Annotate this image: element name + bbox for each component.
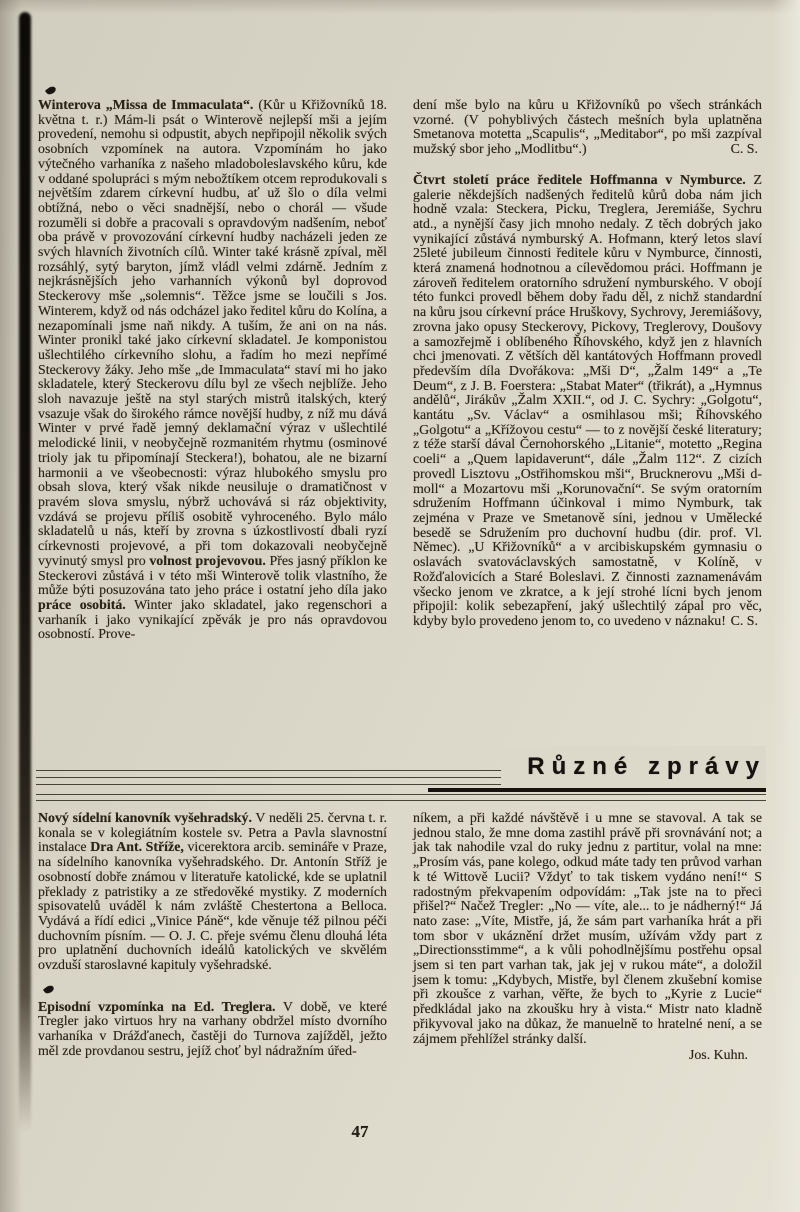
divider-staff-line — [36, 800, 766, 801]
article-tregler-continuation-body: níkem, a při každé návštěvě i u mne se stavoval. A tak se jednou stalo, že mne doma zastihl právě při srovnávání not; a jak tak nahodile vzal do ruky jednu z partitur, volal na mne: „Prosím vás, pane kolego, odkud máte tady ten průvod varhan k té Wittově Lucii? Vždyť to tak tiskem vydáno není!“ S radostným překvapením odpovídám: „Tak jste na to přeci přišel?“ Načež Tregler: „No — víte, ale... to je nádherný!“ Já nato zase: „Víte, Mistře, já, že sám part varhaníka hrát a při tom sbor v ukáznění držet musím, užívám vždy part z „Directionsstimme“, a k vůli pohodlnějšímu postřehu opsal jsem si ten part varhan tak, jak jej v rukou máte“, a doložil jsem k tomu: „Kdybych, Mistře, byl členem zkušební komise při zkoušce z varhan, věřte, že bych to „Kyrie z Lucie“ předkládal jako na zkoušku hry à vista.“ Mistr nato kladně přikyvoval jako na důkaz, že manuelně to hratelné není, a se zájmem přehlížel stránky další. — [413, 811, 762, 1047]
top-section — [38, 99, 762, 643]
section-heading-box — [501, 746, 766, 788]
top-right-column — [413, 99, 762, 643]
bottom-section — [38, 812, 762, 1063]
section-divider — [36, 746, 766, 806]
section-heading: Různé zprávy — [527, 753, 766, 780]
article-winter-lead: Winterova „Missa de Immaculata“. — [38, 98, 254, 113]
top-left-column — [38, 99, 387, 643]
article-hoffmann-body: Z galerie někdejších nadšených ředitelů kůrů doba nám jich hodně vzala: Steckera, Picku, Treglera, Jeremiáše, Sychru atd., a nynější časy jich mnoho nedaly. Z těch dobrých jako vynikající zůstává nymburský A. Hofmann, který letos slaví 25leté jubileum činnosti ředitele kůru v Nymburce, činnosti, která znamená hodnotnou a cílevědomou práci. Hoffmann je zároveň ředitelem oratorního sdružení nymburského. V obojí této funkci provedl během doby řadu děl, z nichž standardní na kůru jsou církevní práce Hruškovy, Sychrovy, Jeremiášovy, zrovna jako opusy Steckerovy, Pickovy, Treglerovy, Doušovy a samozřejmě i oblíbeného Říhovského, když jen z hlavních chci jmenovati. Z větších děl kantátových Hoffmann provedl především díla Dvořákova: „Mši D“, „Žalm 149“ a „Te Deum“, z J. B. Foerstera: „Stabat Mater“ (třikrát), a „Hymnus andělů“, Jirákův „Žalm XXII.“, od J. C. Sychry: „Golgotu“, kantátu „Sv. Václav“ a osmihlasou mši; Říhovského „Golgotu“ a „Křížovou cestu“ — to z novější české literatury; z téže starší dával Černohorského „Litanie“, motetto „Regina coeli“ a „Quem lapidaverunt“, dále „Žalm 112“. Z cizích provedl Lisztovu „Ostřihomskou mši“, Brucknerovu „Mši d-moll“ a Mozartovu mši „Korunovační“. Se svým oratorním sdružením Hoffmann účinkoval i mimo Nymburk, tak zejména v Praze ve Smetanově síni, jednou v Umělecké besedě se Sdružením pro duchovní hudbu (dir. prof. Vl. Němec). „U Křižovníků“ a v arcibiskupském gymnasiu o oslavách svatováclavských samostatně, v Kolíně, v Rožďalovicích a Staré Boleslavi. Z činnosti zaznamenávám všecko jenom ve zkratce, a k její strohé lícni bych jenom připojil: kolik sebezapření, jaký ušlechtilý zápal pro věc, kdyby bylo provedeno jenom to, co uvedeno v náznaku! — [413, 172, 762, 629]
article-winter-continuation-body: dení mše bylo na kůru u Křižovníků po všech stránkách vzorné. (V pohyblivých částech mešních byla uplatněna Smetanova motetta „Scapulis“, „Meditabor“, po mši zazpíval mužský sbor jeho „Modlitbu“.) — [413, 98, 762, 158]
article-kanovnik-lead: Nový sídelní kanovník vyšehradský. — [38, 811, 252, 826]
article-hoffmann-signature: C. S. — [730, 613, 758, 629]
article-winter-bold-phrase: volnost projevovou. — [149, 553, 266, 569]
article-tregler-continuation — [413, 812, 762, 1047]
divider-staff-line — [36, 794, 766, 795]
article-winter — [38, 99, 387, 643]
article-tregler-signature: Jos. Kuhn. — [688, 1048, 748, 1064]
article-winter-bold-phrase: práce osobitá. — [38, 597, 126, 613]
article-tregler — [38, 1001, 387, 1060]
article-winter-body: Přes jasný příklon ke Steckerovi zůstává i v této mši Winterově tolik vlastního, že může býti posuzována tato jeho práce i ostatní jeho díla jako — [38, 553, 387, 599]
ornament-row — [38, 981, 387, 1001]
scan-top-shadow — [0, 0, 800, 14]
scan-right-edge — [772, 0, 800, 1212]
article-tregler-body: V době, ve které Tregler jako virtuos hry na varhany obdržel místo dvorního varhaníka v Drážďanech, častěji do Turnova zajížděl, ježto měl zde provdanou sestru, jejíž choť byl nádražním úřed- — [38, 999, 387, 1059]
article-kanovnik-body: vicerektora arcib. semináře v Praze, na sídelního kanovníka vyšehradského. Dr. Antonín Stříž je osobností dobře známou v literatuře katolické, kde se uplatnil překlady z patristiky a ze středověké mystiky. Z moderních spisovatelů uváděl k nám zvláště Chestertona a Belloca. Vydává a řídí edici „Vinice Páně“, kde věnuje též pilnou péči duchovním písním. — O. J. C. přeje svému členu dlouhá léta pro uplatnění duchovních ideálů katolických ve skvělém ovzduší staroslavné kapituly vyšehradské. — [38, 840, 387, 974]
article-winter-signature: C. S. — [730, 142, 758, 158]
article-winter-body: Winter jako skladatel, jako regenschori a varhaník i jako vynikající zpěvák je pro nás opravdovou osobností. Prove- — [38, 597, 387, 643]
leaf-ornament-icon — [43, 983, 55, 995]
article-winter-body: (Kůr u Křižovníků 18. května t. r.) Mám-li psát o Winterově nejlepší mši a jejím provedení, nemohu si odpustit, abych nepřipojil několik svých osobních vzpomínek na autora. Vzpomínám ho jako výtečného varhaníka z našeho mladoboleslavského kůru, kde v oddané spolupráci s mým nebožtíkem otcem reprodukovali s největším zdarem církevní hudbu, ať už šlo o díla velmi obtížná, nebo o věci snadnější, nebo o chorál — všude rozuměli si dobře a pracovali s opravdovým nadšením, neboť oba právě v provozování církevní hudby nacházeli jeden ze svých hlavních životních cílů. Winter také krásně zpíval, měl rozsáhlý, sytý baryton, jímž vládl velmi zdárně. Jedním z nejkrásnějších jeho varhanních výkonů byl doprovod Steckerovy mše „solemnis“. Těžce jsme se loučili s Jos. Winterem, když od nás odcházel jako ředitel kůru do Kolína, a nezapomínali jsme naň nikdy. A tuším, že ani on na nás. Winter pronikl také jako církevní skladatel. Je komponistou ušlechtilého církevního slohu, a řadím ho mezi nepřímé Steckerovy žáky. Jeho mše „de Immaculata“ staví mi ho jako skladatele, který Steckerovu dílu byl ze všech nejblíže. Jeho sloh navazuje ještě na styl starých mistrů italských, který vsazuje však do širokého rámce novější hudby, z níž mu dává Winter v prvé řadě jemný deklamační výraz v ušlechtilé melodické linii, v neobyčejně rozmanitém rhytmu (osminové trioly jak tu připomínají Steckera!), bohatou, ale ne bizarní harmonii a ve všeobecnosti: výraz hlubokého smyslu pro obsah slova, který však nikde neusiluje o dramatičnost v pravém slova smyslu, nýbrž uchovává si ráz objektivity, vzdává se projevu příliš osobitě vyhroceného. Bylo málo skladatelů u nás, kteří by zrovna s úzkostlivostí dbali ryzí církevnosti projevové, a při tom dokazovali neobyčejně vyvinutý smysl pro — [38, 98, 387, 569]
article-kanovnik — [38, 812, 387, 974]
article-tregler-lead: Episodní vzpomínka na Ed. Treglera. — [38, 999, 276, 1015]
binding-gutter-bar — [19, 12, 31, 1132]
bottom-right-column — [413, 812, 762, 1063]
heading-thick-rule — [428, 788, 766, 792]
bottom-left-column — [38, 812, 387, 1063]
page-number: 47 — [351, 1122, 369, 1141]
article-kanovnik-body: V neděli 25. června t. r. konala se v kolegiátním kostele sv. Petra a Pavla slavnostní instalace — [38, 811, 387, 856]
article-kanovnik-bold-phrase: Dra Ant. Stříže, — [90, 840, 184, 856]
leaf-ornament-icon — [45, 85, 57, 97]
article-hoffmann-lead: Čtvrt století práce ředitele Hoffmanna v Nymburce. — [413, 172, 746, 188]
article-hoffmann — [413, 174, 762, 630]
